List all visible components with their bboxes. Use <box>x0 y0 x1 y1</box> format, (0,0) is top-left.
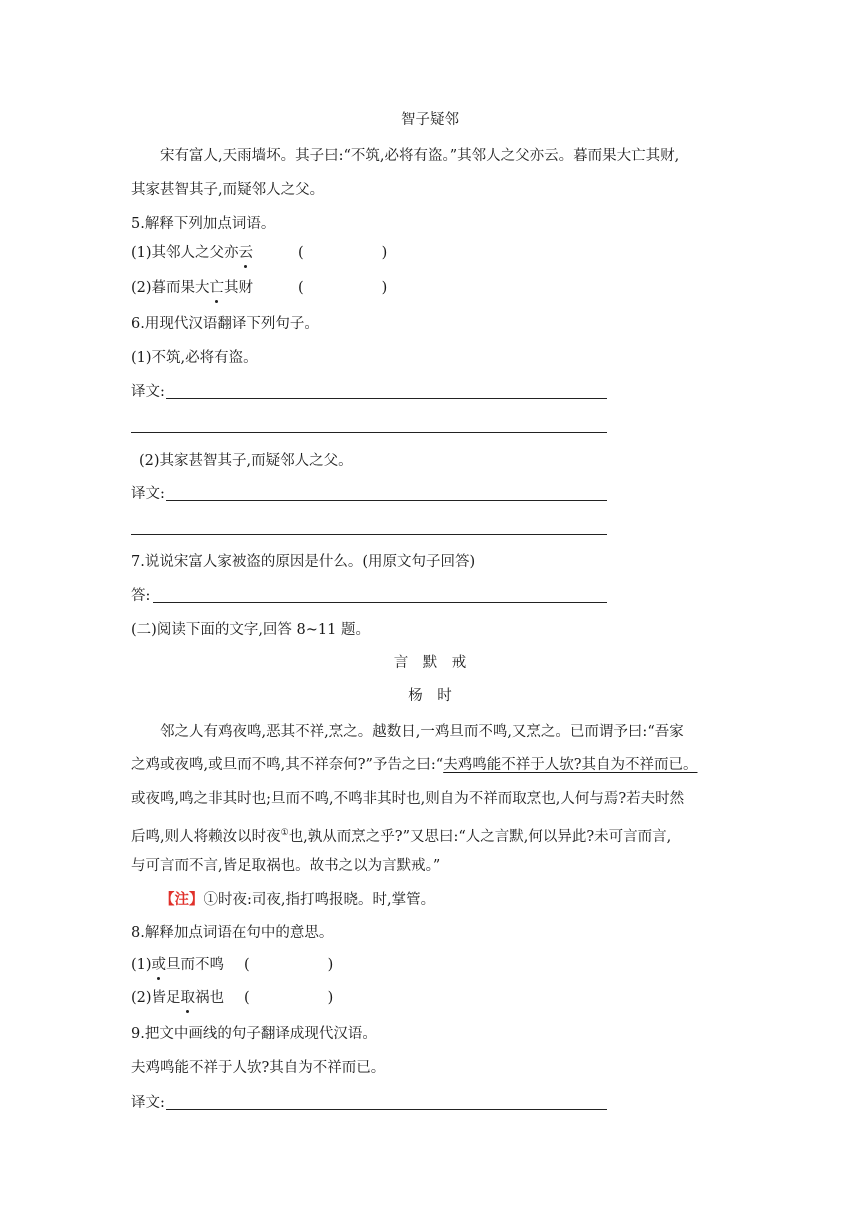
answer-line-6-1a[interactable] <box>166 398 607 399</box>
passage-2-line-3: 或夜鸣,鸣之非其时也;旦而不鸣,不鸣非其时也,则自为不祥而取烹也,人何与焉?若夫时然 <box>131 791 685 807</box>
question-9-stem: 9.把文中画线的句子翻译成现代汉语。 <box>131 1026 377 1042</box>
passage-title-2: 言 默 戒 <box>393 655 467 671</box>
translation-label-9: 译文: <box>131 1095 165 1111</box>
answer-blank-5-2[interactable]: ( ) <box>298 280 388 296</box>
question-6-sentence-1: (1)不筑,必将有盗。 <box>131 350 258 366</box>
question-8-stem: 8.解释加点词语在句中的意思。 <box>131 925 334 941</box>
passage-title-1: 智子疑邻 <box>401 112 459 128</box>
footnote-marker: ① <box>280 828 289 838</box>
answer-blank-8-1[interactable]: ( ) <box>244 957 334 973</box>
translation-label-6-1: 译文: <box>131 384 165 400</box>
passage-2-line-5: 与可言而不言,皆足取祸也。故书之以为言默戒。” <box>131 858 441 874</box>
question-5-stem: 5.解释下列加点词语。 <box>131 216 276 232</box>
question-6-stem: 6.用现代汉语翻译下列句子。 <box>131 316 319 332</box>
passage-2-line-2: 之鸡或夜鸣,或旦而不鸣,其不祥奈何?”予告之曰:“夫鸡鸣能不祥于人欤?其自为不祥而已。 <box>131 757 698 773</box>
question-6-sentence-2: (2)其家甚智其子,而疑邻人之父。 <box>139 453 353 469</box>
passage-1-line-1: 宋有富人,天雨墙坏。其子曰:“不筑,必将有盗。”其邻人之父亦云。暮而果大亡其财, <box>160 148 680 164</box>
passage-1-line-2: 其家甚智其子,而疑邻人之父。 <box>131 182 325 198</box>
answer-line-6-2b[interactable] <box>131 534 607 535</box>
answer-line-9[interactable] <box>166 1109 607 1110</box>
passage-author: 杨 时 <box>408 688 452 704</box>
answer-blank-8-2[interactable]: ( ) <box>244 990 334 1006</box>
underlined-sentence: 夫鸡鸣能不祥于人欤?其自为不祥而已。 <box>443 757 698 773</box>
passage-2-line-1: 邻之人有鸡夜鸣,恶其不祥,烹之。越数日,一鸡旦而不鸣,又烹之。已而谓予曰:“吾家 <box>160 724 684 740</box>
question-5-item-2: (2)暮而果大亡其财 <box>131 280 254 296</box>
translation-label-6-2: 译文: <box>131 486 165 502</box>
answer-line-6-2a[interactable] <box>166 500 607 501</box>
question-9-sentence: 夫鸡鸣能不祥于人欤?其自为不祥而已。 <box>131 1060 386 1076</box>
passage-2-line-4: 后鸣,则人将赖汝以时夜①也,孰从而烹之乎?”又思曰:“人之言默,何以异此?未可言而言, <box>131 828 672 845</box>
note-tag: 【注】 <box>160 891 204 908</box>
answer-line-6-1b[interactable] <box>131 432 607 433</box>
section-2-heading: (二)阅读下面的文字,回答 8~11 题。 <box>131 622 370 638</box>
answer-line-7[interactable] <box>153 602 607 603</box>
question-8-item-1: (1)或旦而不鸣 <box>131 957 225 973</box>
answer-label-7: 答: <box>131 588 151 604</box>
question-7-stem: 7.说说宋富人家被盗的原因是什么。(用原文句子回答) <box>131 554 476 570</box>
question-8-item-2: (2)皆足取祸也 <box>131 990 225 1006</box>
answer-blank-5-1[interactable]: ( ) <box>298 245 388 261</box>
question-5-item-1: (1)其邻人之父亦云 <box>131 245 254 261</box>
footnote: 【注】①时夜:司夜,指打鸣报晓。时,掌管。 <box>160 891 436 908</box>
